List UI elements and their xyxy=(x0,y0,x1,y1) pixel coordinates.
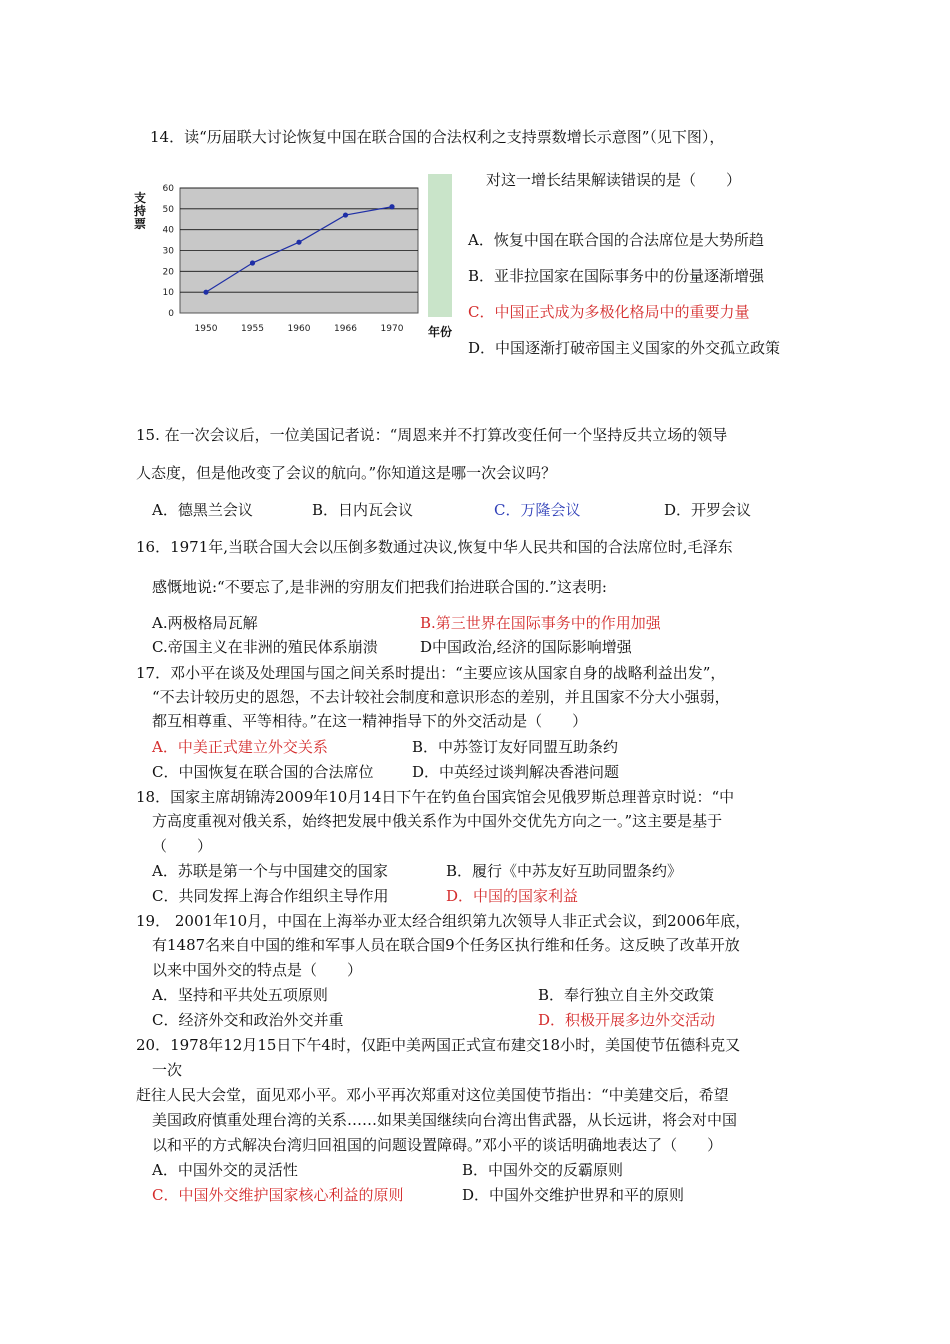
q16-line1: 16．1971年,当联合国大会以压倒多数通过决议,恢复中华人民共和国的合法席位时,毛泽东 xyxy=(136,538,733,556)
q20-line2: 一次 xyxy=(152,1061,183,1079)
chart-x-axis-label: 年份 xyxy=(428,325,453,339)
q18-option-c[interactable]: C．共同发挥上海合作组织主导作用 xyxy=(152,887,389,905)
q17-line2: “不去计较历史的恩怨，不去计较社会制度和意识形态的差别，并且国家不分大小强弱， xyxy=(152,688,730,706)
q14-option-b[interactable]: B．亚非拉国家在国际事务中的份量逐渐增强 xyxy=(468,267,765,285)
q20-line1: 20．1978年12月15日下午4时，仅距中美两国正式宣布建交18小时，美国使节伍德科克又 xyxy=(136,1036,741,1054)
chart-x-tick-label: 1960 xyxy=(287,324,311,334)
q16-option-a[interactable]: A.两极格局瓦解 xyxy=(152,614,258,632)
q20-line5: 以和平的方式解决台湾归回祖国的问题设置障碍。”邓小平的谈话明确地表达了（ ） xyxy=(152,1136,723,1154)
chart-data-point xyxy=(343,212,348,217)
q20-option-d[interactable]: D．中国外交维护世界和平的原则 xyxy=(462,1186,685,1204)
q19-line1: 19． 2001年10月，中国在上海举办亚太经合组织第九次领导人非正式会议，到2006年底， xyxy=(136,912,751,930)
q17-option-d[interactable]: D．中英经过谈判解决香港问题 xyxy=(412,763,620,781)
q16-line2: 感慨地说:“不要忘了,是非洲的穷朋友们把我们抬进联合国的.”这表明: xyxy=(152,578,607,596)
q17-line1: 17．邓小平在谈及处理国与国之间关系时提出：“主要应该从国家自身的战略利益出发”， xyxy=(136,664,726,682)
chart-y-tick-label: 30 xyxy=(162,246,174,257)
chart-x-tick-label: 1970 xyxy=(380,324,404,334)
chart-y-tick-label: 60 xyxy=(162,184,174,194)
chart-y-axis-label xyxy=(133,190,146,231)
q19-option-a[interactable]: A．坚持和平共处五项原则 xyxy=(152,986,328,1004)
q16-option-c[interactable]: C.帝国主义在非洲的殖民体系崩溃 xyxy=(152,638,378,656)
q17-option-c[interactable]: C．中国恢复在联合国的合法席位 xyxy=(152,763,374,781)
support-votes-chart xyxy=(128,178,428,348)
q14-option-a[interactable]: A．恢复中国在联合国的合法席位是大势所趋 xyxy=(468,231,764,249)
chart-y-tick-label: 10 xyxy=(162,288,174,299)
q18-option-b[interactable]: B．履行《中苏友好互助同盟条约》 xyxy=(446,862,683,880)
q20-option-c[interactable]: C．中国外交维护国家核心利益的原则 xyxy=(152,1186,404,1204)
q17-option-b[interactable]: B．中苏签订友好同盟互助条约 xyxy=(412,738,619,756)
q18-line2: 方高度重视对俄关系，始终把发展中俄关系作为中国外交优先方向之一。”这主要是基于 xyxy=(152,812,723,830)
chart-y-tick-label: 20 xyxy=(162,267,174,278)
q14-prompt: 对这一增长结果解读错误的是（ ） xyxy=(486,171,742,189)
q20-option-b[interactable]: B．中国外交的反霸原则 xyxy=(462,1161,624,1179)
chart-x-tick-label: 1966 xyxy=(334,324,357,334)
chart-y-tick-label: 0 xyxy=(168,309,174,319)
chart-data-point xyxy=(203,290,208,295)
chart-y-axis-label-char: 支 xyxy=(133,191,147,205)
q15-line2: 人态度，但是他改变了会议的航向。”你知道这是哪一次会议吗？ xyxy=(136,464,557,482)
q14-option-c[interactable]: C．中国正式成为多极化格局中的重要力量 xyxy=(468,303,750,321)
chart-data-point xyxy=(296,240,301,245)
chart-y-tick-label: 40 xyxy=(162,225,174,236)
q18-option-d[interactable]: D．中国的国家利益 xyxy=(446,887,579,905)
q17-option-a[interactable]: A．中美正式建立外交关系 xyxy=(152,738,328,756)
q16-option-d[interactable]: D中国政治,经济的国际影响增强 xyxy=(420,638,632,656)
q19-option-d[interactable]: D．积极开展多边外交活动 xyxy=(538,1011,716,1029)
q14-stem: 14．读“历届联大讨论恢复中国在联合国的合法权利之支持票数增长示意图”（见下图）， xyxy=(150,128,725,146)
q18-option-a[interactable]: A．苏联是第一个与中国建交的国家 xyxy=(152,862,388,880)
chart-data-point xyxy=(250,260,255,265)
q19-line3: 以来中国外交的特点是（ ） xyxy=(152,961,363,979)
q15-option-b[interactable]: B．日内瓦会议 xyxy=(312,501,414,519)
chart-side-bar xyxy=(428,174,452,317)
q20-line4: 美国政府慎重处理台湾的关系……如果美国继续向台湾出售武器，从长远讲，将会对中国 xyxy=(152,1111,738,1129)
chart-y-axis-label-char: 票 xyxy=(133,217,147,231)
chart-y-tick-label: 50 xyxy=(162,204,174,215)
chart-plot-area xyxy=(180,188,418,313)
chart-x-tick-label: 1955 xyxy=(241,324,264,334)
q15-option-a[interactable]: A．德黑兰会议 xyxy=(152,501,253,519)
q20-line3: 赶往人民大会堂，面见邓小平。邓小平再次郑重对这位美国使节指出：“中美建交后，希望 xyxy=(136,1086,729,1104)
q16-option-b[interactable]: B.第三世界在国际事务中的作用加强 xyxy=(420,614,661,632)
q15-option-c[interactable]: C．万隆会议 xyxy=(494,501,581,519)
q19-option-b[interactable]: B．奉行独立自主外交政策 xyxy=(538,986,715,1004)
q18-line3: （ ） xyxy=(152,837,213,855)
chart-y-axis-label-char: 持 xyxy=(133,204,147,218)
q15-option-d[interactable]: D．开罗会议 xyxy=(664,501,752,519)
q20-option-a[interactable]: A．中国外交的灵活性 xyxy=(152,1161,298,1179)
q15-line1: 15. 在一次会议后，一位美国记者说：“周恩来并不打算改变任何一个坚持反共立场的领导 xyxy=(136,426,728,444)
q18-line1: 18．国家主席胡锦涛2009年10月14日下午在钓鱼台国宾馆会见俄罗斯总理普京时说：“中 xyxy=(136,788,735,806)
chart-x-tick-label: 1950 xyxy=(194,324,218,334)
q19-line2: 有1487名来自中国的维和军事人员在联合国9个任务区执行维和任务。这反映了改革开放 xyxy=(152,936,740,954)
q19-option-c[interactable]: C．经济外交和政治外交并重 xyxy=(152,1011,344,1029)
chart-data-point xyxy=(389,204,394,209)
q17-line3: 都互相尊重、平等相待。”在这一精神指导下的外交活动是（ ） xyxy=(152,712,588,730)
q14-option-d[interactable]: D．中国逐渐打破帝国主义国家的外交孤立政策 xyxy=(468,339,781,357)
